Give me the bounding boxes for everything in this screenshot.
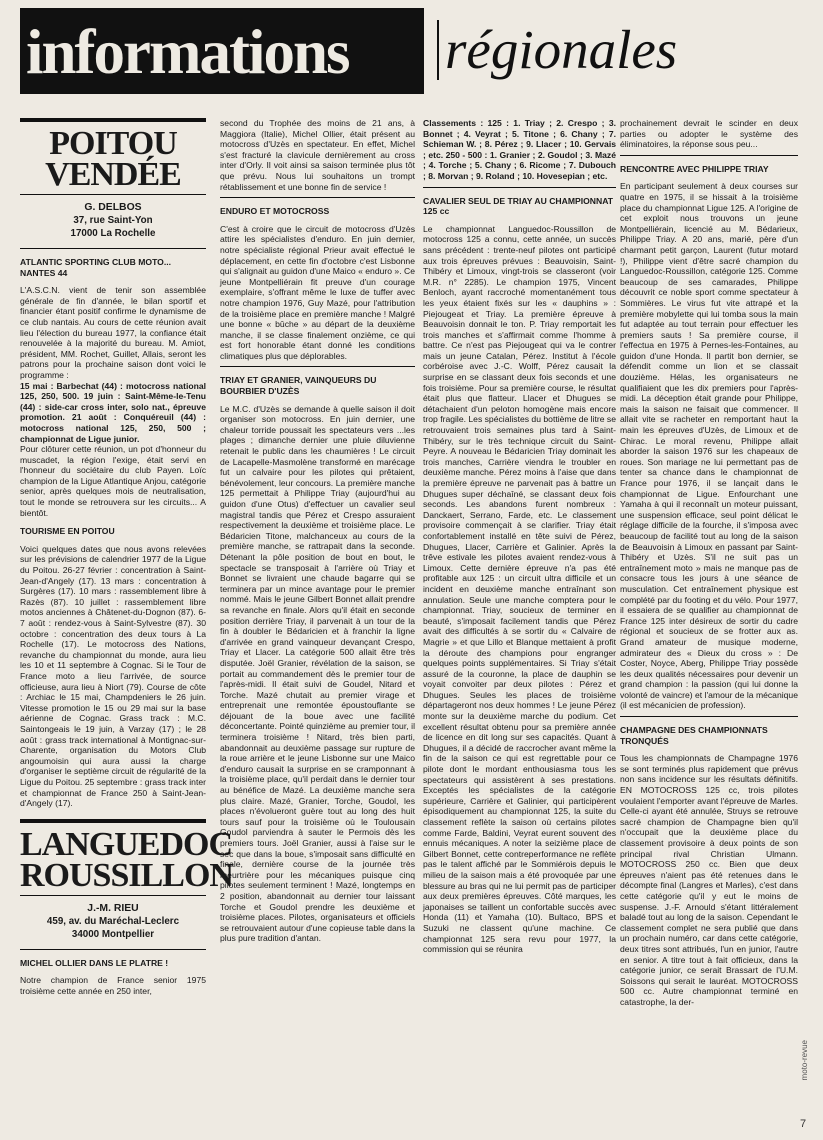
- divider: [20, 248, 206, 249]
- region-title-line2: ROUSSILLON: [20, 856, 233, 894]
- correspondent-address: 37, rue Saint-Yon: [73, 215, 153, 226]
- region-title-line2: VENDÉE: [45, 156, 181, 193]
- correspondent-city: 17000 La Rochelle: [70, 228, 156, 239]
- correspondent-poitou: [20, 201, 206, 240]
- masthead: [0, 0, 823, 108]
- article-heading: TOURISME EN POITOU: [20, 526, 115, 537]
- results-paragraph: Classements : 125 : 1. Triay ; 2. Crespo ; 3. Bonnet ; 4. Veyrat ; 5. Titone ; 6. Chany ; 7. Schieman W. ; 8. Pérez ; 9. Llacer ; 10. Gervais ; etc. 250 - 500 : 1. Granier ; 2. Goudol ; 3. Mazé ; 4. Torche ; 5. Chany ; 6. Ricome ; 7. Dubouch ; 8. Morvan ; 9. Roland ; 10. Hovesepian ; etc.: [423, 118, 616, 181]
- article-paragraph: Tous les championnats de Champagne 1976 se sont terminés plus rapidement que prévus non sans incidence sur les résultats définitifs. EN MOTOCROSS 125 cc, trois pilotes voulaient l'emporter avant l'épreuve de Marles. Celle-ci ayant été annulée, Struys se retrouve sacré champion de Champagne bien qu'il n'occupait que la deuxième place du classement provisoire à deux points de son principal rival Christian Ulmann. MOTOCROSS 250 cc. Bien que deux épreuves n'aient pas été retenues dans le décompte final (Langres et Marles), c'est dans cette catégorie qu'il y eut le moins de suspense. J.-F. Arnould s'étant littéralement baladé tout au long de la saison. Cependant le classement complet ne sera publié que dans un prochain numéro, car dans cette catégorie, deux titres sont attribués, l'un en junior, l'autre en senior. A titre tout à fait officieux, dans la catégorie junior, ce serait Brassart de l'U.M. Soissons qui serait le lauréat. MOTOCROSS 500 cc. Autre championnat terminé en catastrophe, la der-: [620, 753, 798, 1007]
- page-number: 7: [800, 1118, 807, 1130]
- article-heading: ENDURO ET MOTOCROSS: [220, 206, 330, 217]
- masthead-subtitle: régionales: [437, 20, 677, 80]
- region-header-languedoc: [20, 819, 233, 896]
- article-heading: RENCONTRE AVEC PHILIPPE TRIAY: [620, 163, 769, 174]
- divider: [423, 187, 616, 188]
- divider: [620, 716, 798, 717]
- publication-name: moto-revue: [800, 1040, 809, 1081]
- article-heading: ATLANTIC SPORTING CLUB MOTO... NANTES 44: [20, 257, 172, 278]
- article-paragraph: second du Trophée des moins de 21 ans, à Maggiora (Italie), Michel Ollier, était présent au motocross d'Uzès en spectateur. En effet, Michel s'est fracturé la clavicule dernièrement au cross inter d'Orly. Il voit ainsi sa saison terminée plus tôt que prévu. Nous lui souhaitons un trompt rétablissement et une bonne fin de service !: [220, 118, 415, 192]
- column-2: [220, 118, 415, 944]
- correspondent-city: 34000 Montpellier: [71, 928, 155, 940]
- article-paragraph: L'A.S.C.N. vient de tenir son assemblée générale de fin d'année, le bilan sportif et financier étant positif confirme le dynamisme de ce club nantais. Au cours de cette réunion avait lieu l'élection du bureau 1977, la confiance était renouvelée à la majorité du bureau. M. Amiot, président, MM. Rochet, Guillet, Allais, seront les patrons pour la prochaine saison dont voici le programme :: [20, 285, 206, 380]
- correspondent-address: 459, av. du Maréchal-Leclerc: [46, 915, 180, 927]
- article-paragraph: Notre champion de France senior 1975 troisième cette année en 250 inter,: [20, 975, 206, 996]
- column-3: [423, 118, 616, 955]
- column-1: [20, 118, 233, 996]
- article-paragraph: prochainement devrait le scinder en deux parties ou adopter le système des éliminatoires, la réponse sous peu...: [620, 118, 798, 150]
- divider: [220, 197, 415, 198]
- region-title-line1: LANGUEDOC: [20, 825, 233, 863]
- article-paragraph: 15 mai : Barbechat (44) : motocross national 125, 250, 500. 19 juin : Saint-Même-le-Tenu (44) : side-car cross inter, solo nat., épreuve promotion. 21 août : Conquéreuil (44) : motocross national 125, 250, 500 ; championnat de Ligue junior.: [20, 380, 206, 444]
- article-heading: CHAMPAGNE DES CHAMPIONNATS TRONQUÉS: [620, 725, 768, 746]
- article-paragraph: Le championnat Languedoc-Roussillon de motocross 125 a connu, cette année, un succès sans précédent : trente-neuf pilotes ont participé aux trois épreuves prévues : Beauvoisin, Saint-Thibéry et Limoux, vingt-trois se classeront (voir M.R. n° 2285). Le champion 1975, Vincent Benloch, ayant raccroché momentanément tous les yeux étaient fixés sur les « dauphins » : Piejougeat et Triay. La première épreuve à Beauvoisin donnait le ton. P. Triay remportait les trois manches et s'affirmait comme l'homme à battre. Ce n'est pas Piejougeat qui va le contrer mais un jeune Catalan, Pérez. Institut à l'école corbéroise avec J.-C. Wolff, Pérez causait la surprise en se classant deux fois seconds et une fois troisième. Pour sa première course, le résultat était plus que flatteur. Llacer et Dhugues se détachaient d'un peloton homogène mais encore trop fragile. Les spécialistes du bottième de litre se retrouvaient trois semaines plus tard à Saint-Thibéry, sur le très technique circuit du Saint-Peyre. A nouveau le Bédaricien Triay dominait les trois manches, Carrière viendra le troubler en deuxième manche. Pérez moins à l'aise que dans la première épreuve ne parvenait pas à battre un Dhugues super déchaîné, se classant deux fois seconds. Les abandons furent nombreux : Danckaert, Serrano, Farde, etc. Le classement provisoire commençait à se clarifier. Triay était confortablement installé en tête suivi de Pérez, Dhugues, Llacer, Carrière et Galinier. Après la trêve estivale les pilotes avaient rendez-vous à Limoux. Cette dernière épreuve n'a pas été profitable aux 125 : un circuit ultra difficile et un incident en deuxième manche entraînant son annulation. Seule une manche comptera pour le championnat. Triay, soucieux de terminer en beauté, s'imposait facilement tandis que Pérez avait des difficultés à se sortir du « Calvaire de Magrie » et que Lillo et Blanque mettaient à profit la déroute des champions pour engranger quelques points supplémentaires. Si Triay s'était assuré de la couronne, la place de dauphin se voyait convoiter par deux pilotes : Pérez et Dhugues. Seules les places de troisième départageront nos deux hommes ! Le jeune Pérez monte sur la deuxième marche du podium. Cet excellent résultat obtenu pour sa première année de licence en dit long sur ses capacités. Quant à Dhugues, il a décidé de raccrocher avant même la fin de la saison ce qui est regrettable pour ce pilote dont le mordant enthousiasma tous les spectateurs qui assistèrent à ses prestations. Exceptés les spécialistes de la catégorie supérieure, Carrière et Galinier, qui participèrent épisodiquement au championnat 125, la suite du classement reflète la saison où certains pilotes comme Farde, Baldini, Veyrat eurent souvent des ennuis mécaniques. A noter la seizième place de Gilbert Bonnet, cette contreperformance ne reflète pas le talent affiché par le Sommiérois depuis le milieu de la saison mais a été provoquée par une blessure au bras qui ne lui permit pas de participer aux deux premières épreuves. Côté marques, les japonaises se taillent un confortable succès avec Honda (11) et Yamaha (10). Bultaco, BPS et Suzuki ne classent qu'une machine. Ce championnat 125 sera revu pour 1977, la commission qui se réunira: [423, 223, 616, 955]
- article-paragraph: Voici quelques dates que nous avons relevées sur les prévisions de calendrier 1977 de la Ligue du Poitou. 26-27 février : concentration à Saint-Jean-d'Angely (17). 13 mars : concentration à Surgères (17). 10 mars : rassemblement libre à Razès (87). 10 juillet : rassemblement libre motos anciennes à Châtenet-du-Dognon (87). 6-7 août : rendez-vous à Saint-Sylvestre (87). 30 octobre : concentration des deux tours à La Rochelle (17). Le motocross des Nations, revanche du championnat du monde, aura lieu les 10 et 11 septembre à Cognac. Si le Tour de France moto a lieu l'arrivée, de source officieuse, aura lieu à Niort (79). Course de côte : Archiac le 15 mai, Champdeniers le 26 juin. Vitesse promotion le 15 ou 29 mai sur la base aérienne de Cognac. Grass track : M.C. Saintongeais le 19 juin, à Varzay (17) ; le 28 août : grass track international à Montignac-sur-Charente, organisation du Motors Club angoumoisin qui aura aussi la charge d'organiser le septième circuit de régularité de la Ligue du Poitou. 25 septembre : grass track inter et championnat de France 250 à Saint-Jean-d'Angely (17).: [20, 543, 206, 809]
- article-heading: MICHEL OLLIER DANS LE PLATRE !: [20, 957, 169, 968]
- article-paragraph: En participant seulement à deux courses sur quatre en 1975, il se hissait à la troisième place du championnat Ligue 125. A l'origine de cet exploit nous trouvons un jeune Montpelliérain, licencié au M. Bédarieux, Philippe Triay. A 20 ans, marié, père d'un charmant petit garçon, Laurent (futur motard !), Philippe vient d'être sacré champion du Languedoc-Roussillon, catégorie 125. Comme beaucoup de ses camarades, Philippe découvrit ce noble sport comme spectateur à Sommières. Le virus fut vite attrapé et la première mobylette qui lui tomba sous la main fut adaptée au tout terrain pour effectuer les premiers sauts ! Sa première course, il l'effectua en 1975 à Pernes-les-Fontaines, au guidon d'une Honda. Il partit bon dernier, se défendit comme un lion et se classait douzième. Hélas, les organisateurs ne qualifiaient que les dix premiers pour l'après-midi. La déception était grande pour Philippe, mais la saison ne faisait que commencer. Il allait vite se racheter en remportant haut la main les épreuves d'Uzès, de Limoux et de Chirac. Le moral revenu, Philippe allait aborder la saison 1976 sur les chapeaux de roues. Son mariage ne lui permettant pas de tenter sa chance dans le championnat de France pour 1976, il se lançait dans le championnat de Ligue. Enfourchant une Yamaha à qui il reconnaît un moteur puissant, une suspension efficace, seul point délicat le réglage difficile de la fourche, il s'imposa avec beaucoup de facilité tout au long de la saison de Beauvoisin à Limoux en passant par Saint-Thibéry et Uzès. S'il ne suit pas un entraînement moto » mais ne manque pas de consacre tous les jours à une séance de musculation. Cet entraînement physique est complété par du footing et du vélo. Pour 1977, il essaiera de se qualifier au championnat de France 125 inter désireux de sortir du cadre régional et soucieux de se frotter aux as. Grand amateur de musique moderne, admirateur des « Dieux du cross » : De Coster, Noyce, Aberg, Philippe Triay possède les deux qualités nécessaires pour devenir un grand champion : la passion (qui lui donne la volonté de vaincre) et l'amour de la mécanique (il est mécanicien de profession).: [620, 181, 798, 711]
- column-4: [620, 118, 798, 1008]
- divider: [20, 949, 206, 950]
- region-title-line1: POITOU: [49, 125, 177, 162]
- divider: [620, 155, 798, 156]
- correspondent-languedoc: [20, 902, 206, 941]
- correspondent-name: J.-M. RIEU: [87, 902, 139, 914]
- article-paragraph: Pour clôturer cette réunion, un pot d'honneur du muscadet, la région l'exige, était servi en l'honneur du sociétaire du club Payen. Loïc champion de la Ligue Atlantique Anjou, catégorie senior, après quelques mois de neutralisation, tout le monde se retrouvera sur les circuits... A bientôt.: [20, 444, 206, 518]
- divider: [220, 366, 415, 367]
- article-heading: TRIAY ET GRANIER, VAINQUEURS DU BOURBIER D'UZÈS: [220, 375, 377, 397]
- article-paragraph: Le M.C. d'Uzès se demande à quelle saison il doit organiser son motocross. En juin dernier, une chaleur torride poussait les spectateurs vers ...les plages ; dimanche dernier une pluie diluvienne retenait le public dans les chaumières ! Le circuit de Lacapelle-Masmolène transformé en marécage fut un calvaire pour les pilotes qui prêtaient, bénévolement, leur concours. La première manche 125 permettait à Philippe Triay (aujourd'hui au guidon d'une Otus) d'effectuer un cavalier seul magistral tandis que Pérez et Crespo assuraient respectivement la deuxième et troisième place. Le Bédaricien Titone, malchanceux au cours de la première manche, se rattrapait dans la seconde. Détenant la pôle position de bout en bout, le spectacle se transposait à l'arrière où Triay et Bonnet se livraient une chaude bagarre qui se terminera par un mince avantage pour le premier nommé. Mais le jeune Gilbert Bonnet allait prendre sa revanche en finale. Alors qu'il était en seconde position derrière Triay, il parvenait à un tour de la fin à doubler le Bédaricien et à franchir la ligne d'arrivée en grand vainqueur devançant Crespo, Triay et Llacer. La catégorie 500 allait être très disputée. Joël Granier, révélation de la saison, se portait au commandement dès le premier tour de l'après-midi. Il était suivi de Goudel, Nitard et Torche. Mazé chutait au premier virage et entreprenait une remontée époustouflante se déjouant de la boue avec une facilité déconcertante. Pointé quinzième au premier tour, il terminera troisième ! Nitard, très bien parti, abandonnait au deuxième passage sur rupture de la roue arrière et le jeune Lisbonne sur une Maico d'enduro causait la surprise en se cramponnant à la troisième place, qu'il perdait dans le dernier tour au bénéfice de Mazé. La deuxième manche sera plus claire. Mazé, Granier, Torche, Goudol, les places n'évolueront guère tout au long des huit tours sauf pour la troisième où le Toulousain Goudol parviendra à sauter le Permois dès les premiers tours. Joël Granier, aussi à l'aise sur le sec que dans la boue, s'imposait sans difficulté en finale, dernière course de la journée très meurtrière pour les mécaniques puisque cinq pilotes seulement terminent ! Mazé, longtemps en 2 position, abandonnait au dernier tour laissant Torche et Goudol prendre les deuxième et troisième places. Pilotes, organisateurs et officiels se retrouvaient autour d'une copieuse table dans la plus pure tradition d'antan.: [220, 403, 415, 944]
- masthead-title-block: [20, 8, 424, 94]
- article-paragraph: C'est à croire que le circuit de motocross d'Uzès attire les spécialistes d'enduro. En juin dernier, notre spécialiste régional Prieur avait effectué le déplacement, en cette fin d'octobre c'est Lisbonne qui s'alignait au guidon d'une Maico « enduro ». Ce jeune Montpelliérain fit preuve d'un courage exemplaire, s'offrant même le luxe de tuffer avec notre champion 1976, Guy Mazé, pour l'attribution de la troisième place en première manche ! Malgré une bonne « bûche » au départ de la deuxième manche, il se classe finalement onzième, ce qui est fort honorable étant donné les conditions climatiques plus que déplorables.: [220, 223, 415, 361]
- masthead-title: informations: [26, 17, 349, 87]
- correspondent-name: G. DELBOS: [84, 202, 142, 213]
- article-heading: CAVALIER SEUL DE TRIAY AU CHAMPIONNAT 125 cc: [423, 195, 614, 217]
- region-header-poitou: [20, 118, 206, 195]
